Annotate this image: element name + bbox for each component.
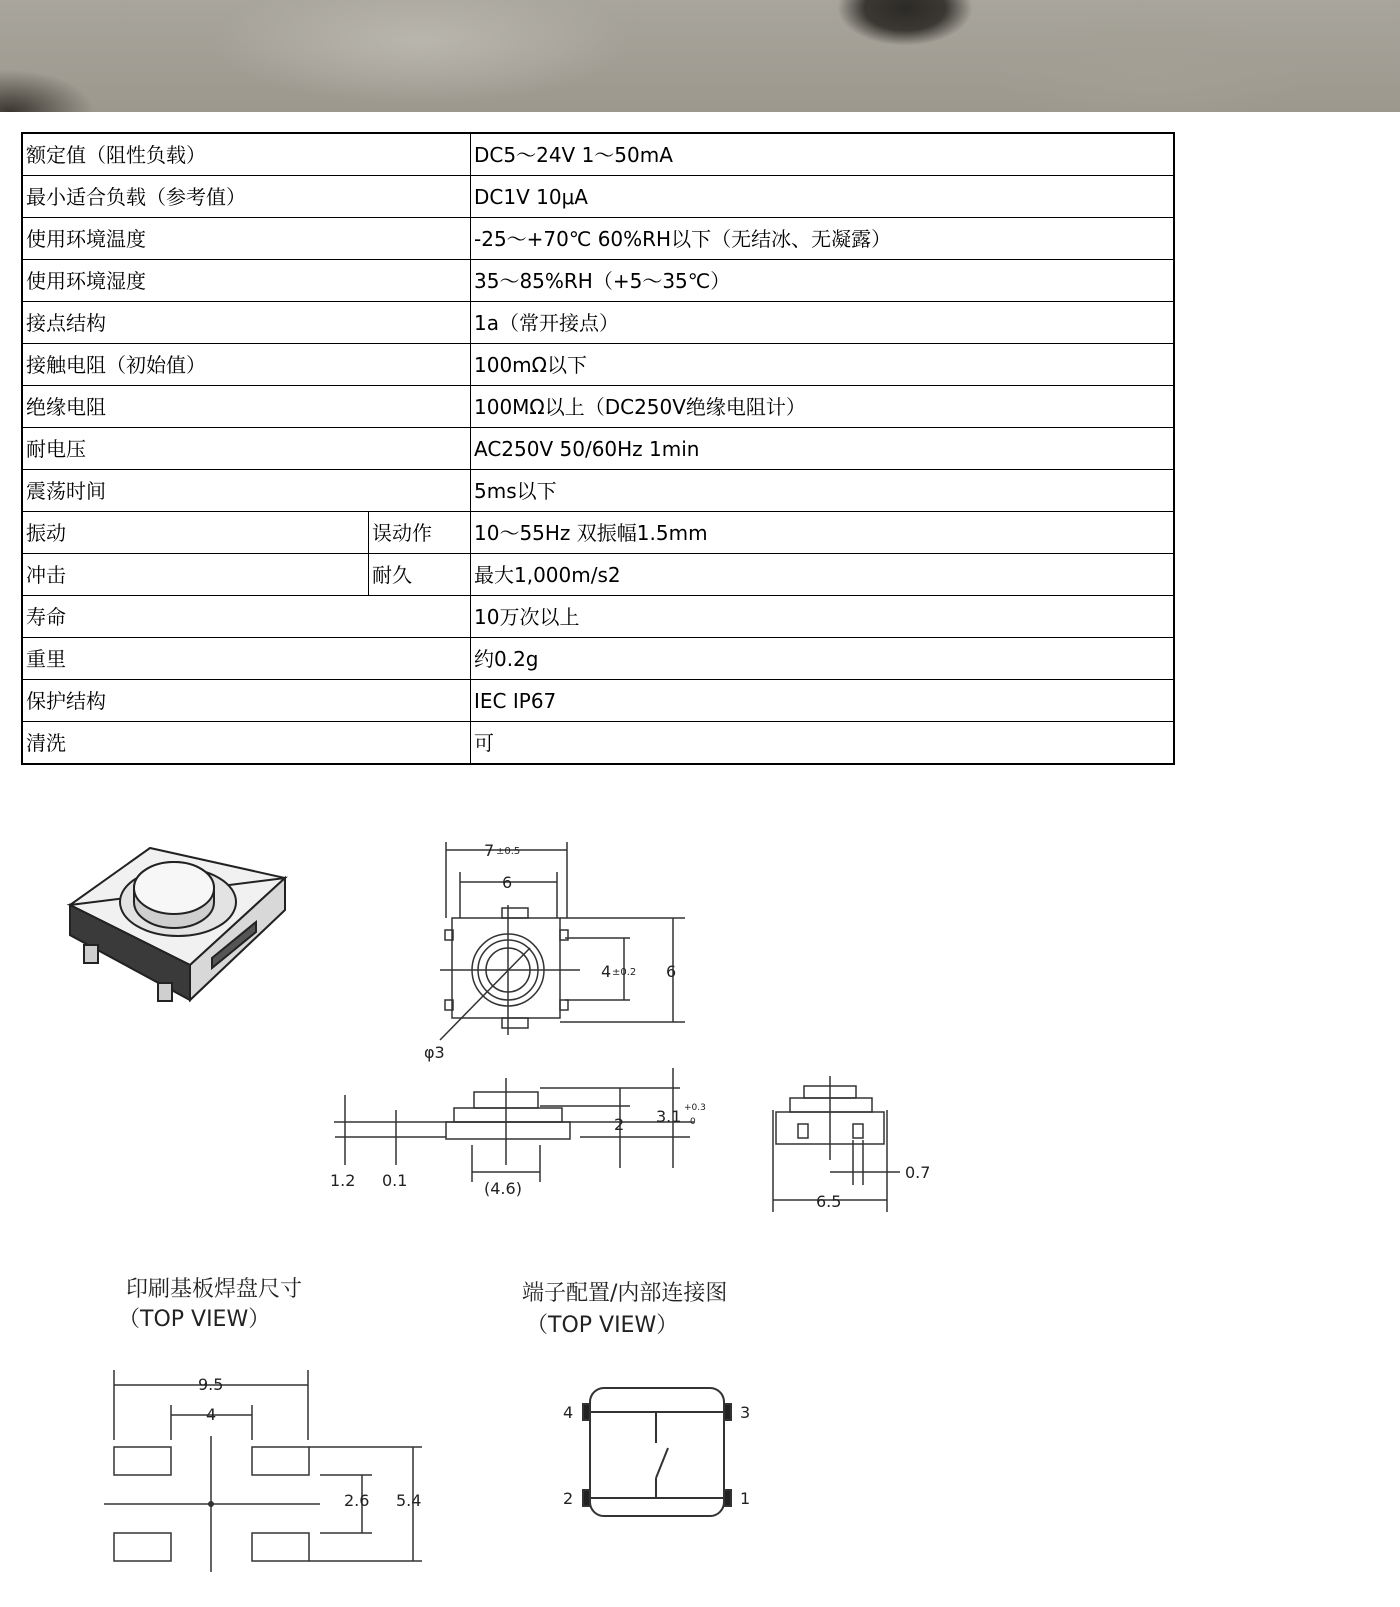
spec-label: 冲击 bbox=[22, 554, 369, 596]
terminal-title: 端子配置/内部连接图 bbox=[522, 1281, 728, 1306]
switch-isometric-illustration bbox=[70, 848, 285, 1001]
dim-total-height-tol-upper: +0.3 bbox=[684, 1103, 706, 1113]
spec-label: 接点结构 bbox=[22, 302, 471, 344]
dim-lead-width: 0.7 bbox=[905, 1163, 931, 1182]
spec-label: 重里 bbox=[22, 638, 471, 680]
spec-label: 最小适合负载（参考值） bbox=[22, 176, 471, 218]
dim-height-outer: 6 bbox=[666, 962, 677, 981]
spec-label: 寿命 bbox=[22, 596, 471, 638]
spec-sublabel: 误动作 bbox=[369, 512, 471, 554]
spec-value: IEC IP67 bbox=[471, 680, 1175, 722]
spec-value: 1a（常开接点） bbox=[471, 302, 1175, 344]
pcb-inner-height: 2.6 bbox=[344, 1491, 370, 1510]
spec-label: 接触电阻（初始值） bbox=[22, 344, 471, 386]
dim-total-height: 3.1 bbox=[656, 1107, 682, 1126]
spec-value: -25～+70℃ 60%RH以下（无结冰、无凝露） bbox=[471, 218, 1175, 260]
spec-sublabel: 耐久 bbox=[369, 554, 471, 596]
dim-height-inner-tol: ±0.2 bbox=[612, 967, 637, 978]
spec-label: 耐电压 bbox=[22, 428, 471, 470]
dim-height-inner: 4 bbox=[601, 962, 612, 981]
dim-width-outer-tol: ±0.5 bbox=[496, 846, 521, 857]
dim-span: 6.5 bbox=[816, 1192, 842, 1211]
dim-gap: 0.1 bbox=[382, 1171, 408, 1190]
spec-value: 35～85%RH（+5～35℃） bbox=[471, 260, 1175, 302]
spec-label: 使用环境湿度 bbox=[22, 260, 471, 302]
pcb-pad-title: 印刷基板焊盘尺寸 bbox=[126, 1277, 303, 1302]
spec-value: 10～55Hz 双振幅1.5mm bbox=[471, 512, 1175, 554]
dim-body-height: 2 bbox=[614, 1115, 625, 1134]
terminal-subtitle: （TOP VIEW） bbox=[526, 1313, 679, 1338]
terminal-pin-2: 2 bbox=[563, 1489, 574, 1508]
terminal-pin-1: 1 bbox=[740, 1489, 751, 1508]
terminal-pin-3: 3 bbox=[740, 1403, 751, 1422]
pcb-pad-subtitle: （TOP VIEW） bbox=[118, 1307, 271, 1332]
side-view-drawing bbox=[334, 1068, 694, 1182]
dim-width-outer: 7 bbox=[484, 841, 495, 860]
spec-value: 最大1,000m/s2 bbox=[471, 554, 1175, 596]
spec-label: 振动 bbox=[22, 512, 369, 554]
spec-value: 100MΩ以上（DC250V绝缘电阻计） bbox=[471, 386, 1175, 428]
pcb-outer-width: 9.5 bbox=[198, 1375, 224, 1394]
pcb-pad-drawing bbox=[104, 1370, 422, 1572]
spec-value: 约0.2g bbox=[471, 638, 1175, 680]
pcb-inner-width: 4 bbox=[206, 1405, 217, 1424]
top-view-drawing bbox=[440, 842, 685, 1040]
pcb-pad-center-dot bbox=[208, 1501, 214, 1507]
spec-label: 绝缘电阻 bbox=[22, 386, 471, 428]
dim-lead-height: 1.2 bbox=[330, 1171, 356, 1190]
dim-pitch: (4.6) bbox=[484, 1179, 522, 1198]
spec-value: 可 bbox=[471, 722, 1175, 765]
spec-value: 10万次以上 bbox=[471, 596, 1175, 638]
dim-width-inner: 6 bbox=[502, 873, 513, 892]
spec-value: DC1V 10μA bbox=[471, 176, 1175, 218]
spec-label: 保护结构 bbox=[22, 680, 471, 722]
spec-label: 使用环境温度 bbox=[22, 218, 471, 260]
dim-diameter: φ3 bbox=[424, 1043, 445, 1062]
terminal-diagram bbox=[583, 1388, 731, 1516]
spec-value: 5ms以下 bbox=[471, 470, 1175, 512]
spec-label: 额定值（阻性负载） bbox=[22, 133, 471, 176]
spec-label: 清洗 bbox=[22, 722, 471, 765]
spec-value: AC250V 50/60Hz 1min bbox=[471, 428, 1175, 470]
terminal-pin-4: 4 bbox=[563, 1403, 574, 1422]
pcb-outer-height: 5.4 bbox=[396, 1491, 422, 1510]
spec-value: 100mΩ以下 bbox=[471, 344, 1175, 386]
spec-label: 震荡时间 bbox=[22, 470, 471, 512]
dim-total-height-tol-lower: 0 bbox=[690, 1117, 696, 1127]
spec-value: DC5～24V 1～50mA bbox=[471, 133, 1175, 176]
